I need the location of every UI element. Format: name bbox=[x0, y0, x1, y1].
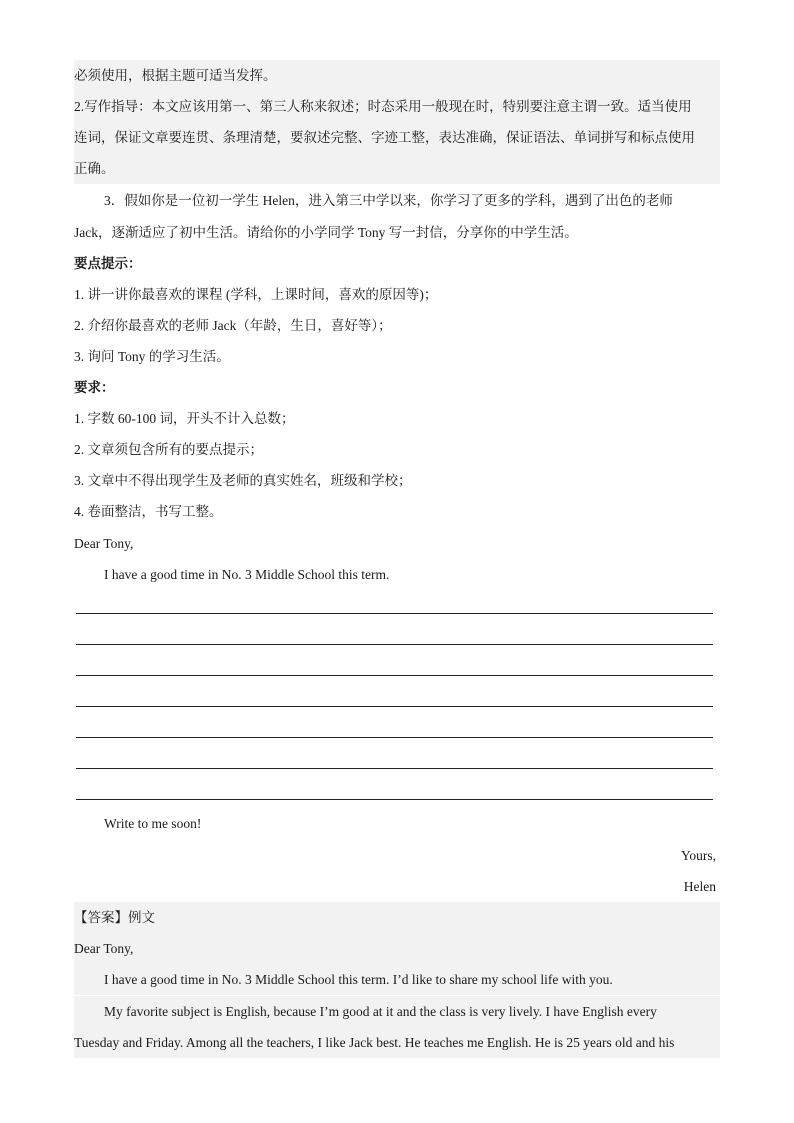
letter-closing: Write to me soon! bbox=[104, 816, 202, 831]
intro-line: 必须使用，根据主题可适当发挥。 bbox=[74, 60, 720, 91]
letter-opening: I have a good time in No. 3 Middle School this term. bbox=[104, 567, 390, 582]
point-item: 3. 询问 Tony 的学习生活。 bbox=[74, 349, 230, 364]
answer-blank-line bbox=[76, 644, 713, 645]
requirements-heading: 要求： bbox=[74, 380, 115, 395]
requirement-item: 3. 文章中不得出现学生及老师的真实姓名，班级和学校； bbox=[74, 473, 412, 488]
writing-guide-line: 正确。 bbox=[74, 153, 720, 184]
point-item: 1. 讲一讲你最喜欢的课程 (学科，上课时间，喜欢的原因等)； bbox=[74, 287, 438, 302]
letter-signoff: Yours, bbox=[680, 848, 716, 863]
answer-blank-line bbox=[76, 675, 713, 676]
answer-salutation: Dear Tony, bbox=[74, 933, 720, 964]
letter-signature: Helen bbox=[683, 879, 716, 894]
answer-blank-line bbox=[76, 613, 713, 614]
answer-paragraph-line: I have a good time in No. 3 Middle School this term. I’d like to share my school life with you. bbox=[74, 964, 720, 995]
answer-blank-line bbox=[76, 799, 713, 800]
answer-blank-line bbox=[76, 768, 713, 769]
letter-salutation: Dear Tony, bbox=[74, 536, 134, 551]
requirement-item: 4. 卷面整洁，书写工整。 bbox=[74, 504, 223, 519]
answer-paragraph-line: Tuesday and Friday. Among all the teachers, I like Jack best. He teaches me English. He is 25 years old and his bbox=[74, 1027, 720, 1058]
writing-guide-line: 2.写作指导：本文应该用第一、第三人称来叙述；时态采用一般现在时，特别要注意主谓一致。适当使用 bbox=[74, 91, 720, 122]
points-heading: 要点提示： bbox=[74, 256, 142, 271]
answer-blank-line bbox=[76, 737, 713, 738]
point-item: 2. 介绍你最喜欢的老师 Jack（年龄，生日，喜好等）； bbox=[74, 318, 392, 333]
answer-header: 【答案】例文 bbox=[74, 902, 720, 933]
requirement-item: 2. 文章须包含所有的要点提示； bbox=[74, 442, 263, 457]
task-prompt-line: Jack，逐渐适应了初中生活。请给你的小学同学 Tony 写一封信，分享你的中学生活。 bbox=[74, 225, 578, 240]
answer-blank-line bbox=[76, 706, 713, 707]
writing-guide-line: 连词，保证文章要连贯、条理清楚，要叙述完整、字迹工整，表达准确，保证语法、单词拼写和标点使用 bbox=[74, 122, 720, 153]
requirement-item: 1. 字数 60-100 词，开头不计入总数； bbox=[74, 411, 295, 426]
answer-paragraph-line: My favorite subject is English, because I’m good at it and the class is very lively. I have English every bbox=[74, 996, 720, 1027]
task-prompt-line: 3．假如你是一位初一学生 Helen，进入第三中学以来，你学习了更多的学科，遇到了出色的老师 bbox=[104, 193, 673, 208]
